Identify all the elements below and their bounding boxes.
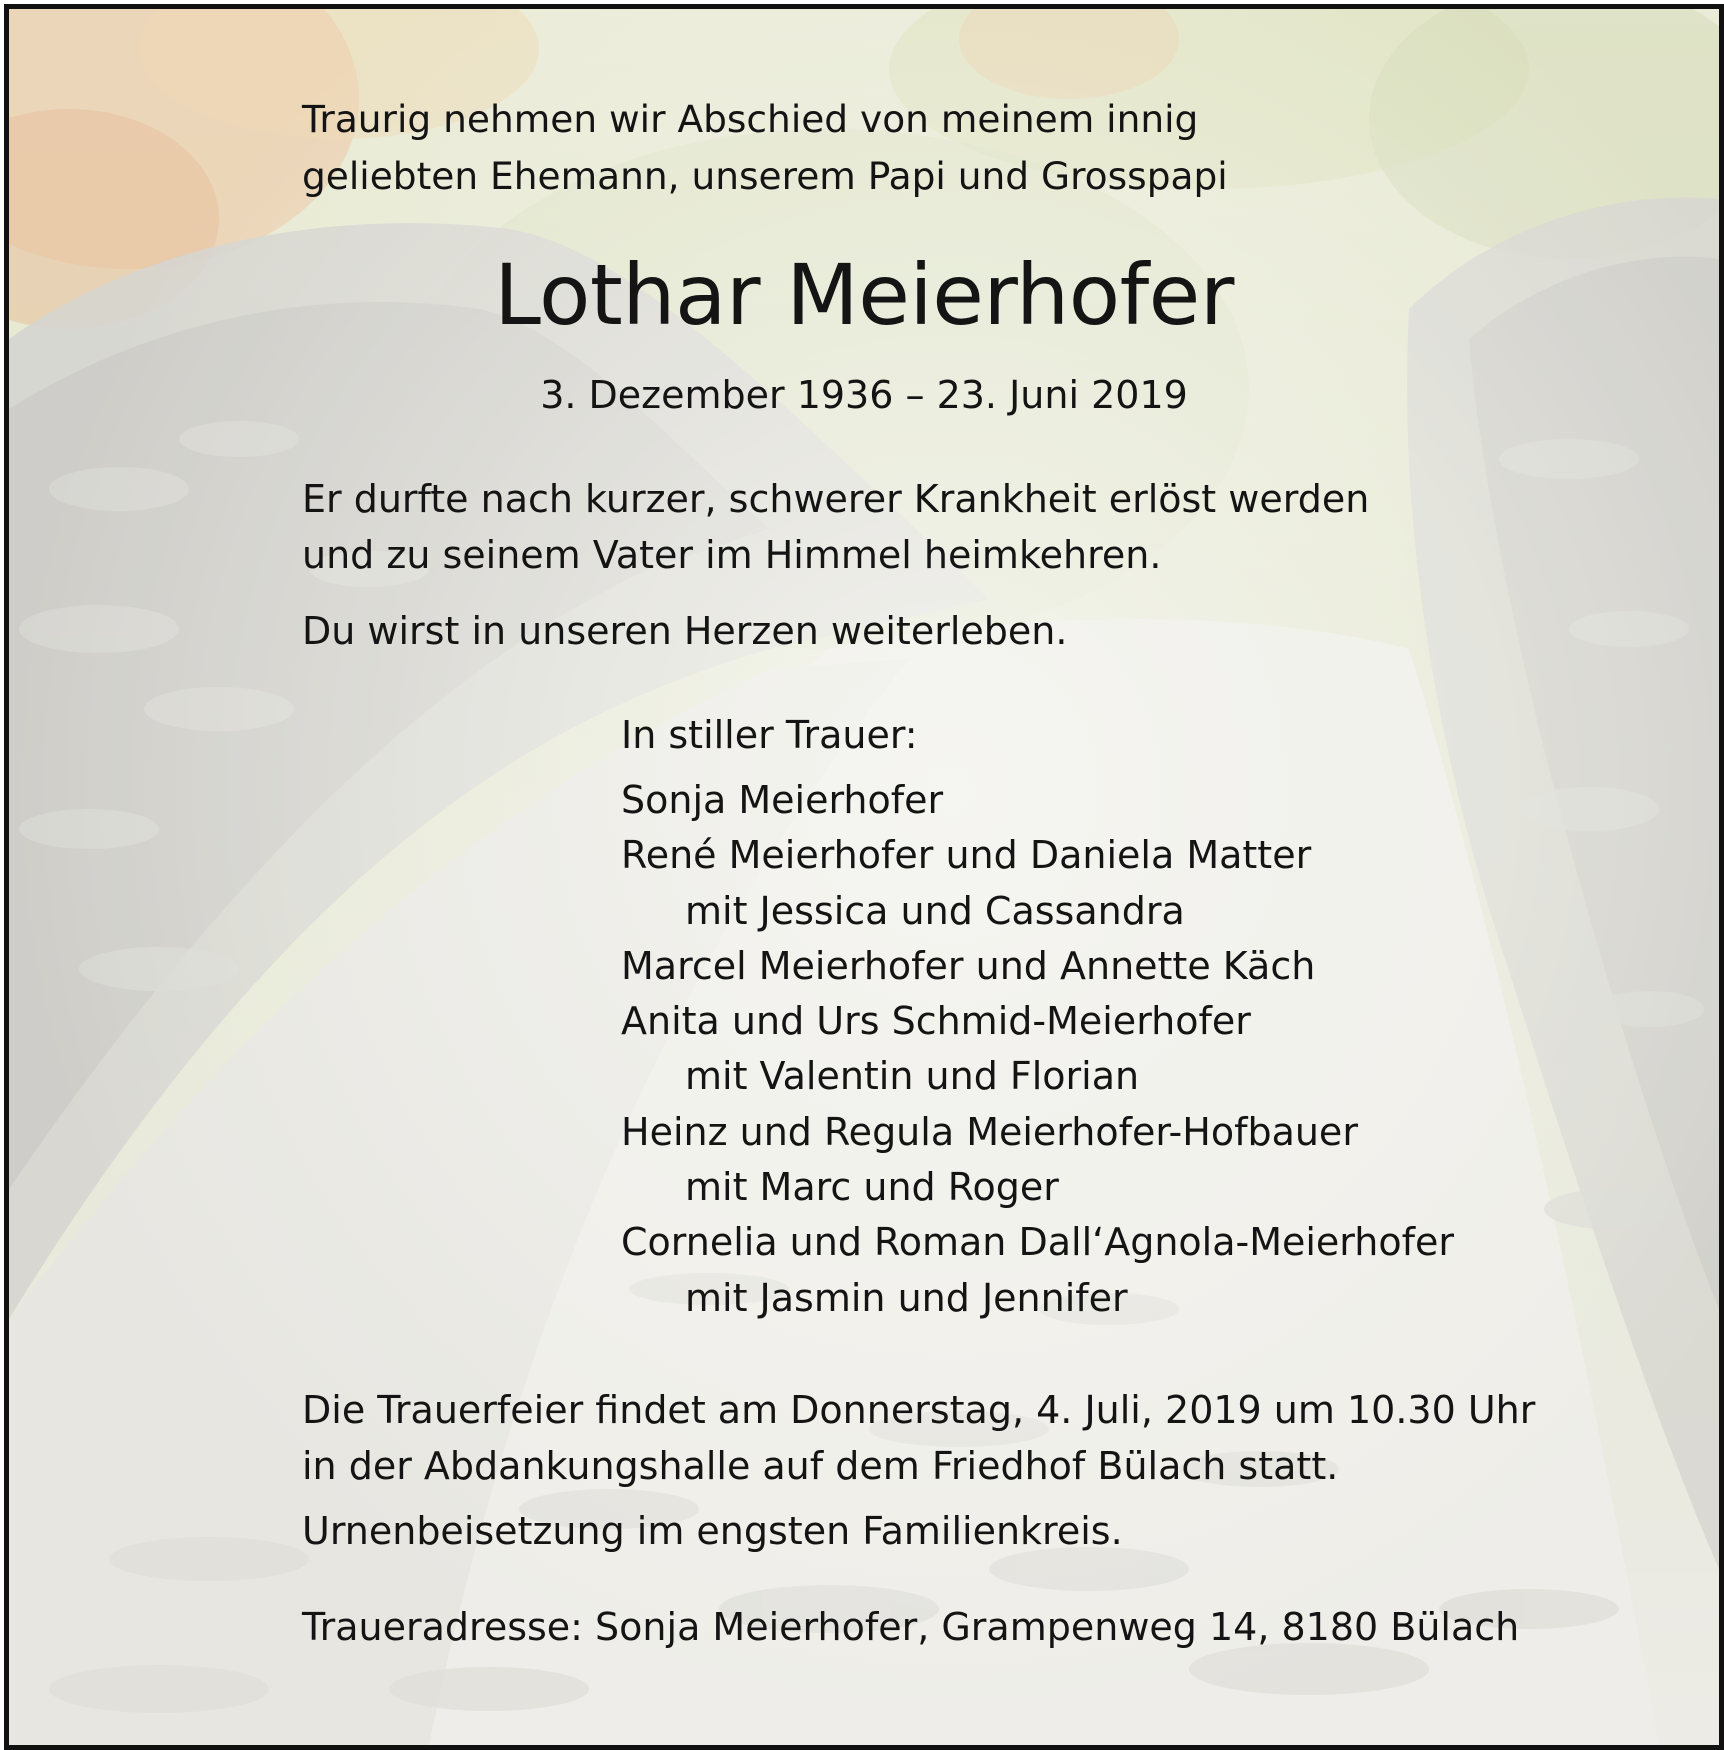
mourner-entry: Anita und Urs Schmid-Meierhofer — [621, 999, 1251, 1044]
deceased-name: Lothar Meierhofer — [494, 246, 1234, 344]
remembrance-line: Du wirst in unseren Herzen weiterleben. — [302, 609, 1068, 653]
mourner-entry: Heinz und Regula Meierhofer-Hofbauer — [621, 1109, 1358, 1154]
farewell-paragraph — [302, 471, 1369, 583]
mourner-children: mit Jasmin und Jennifer — [685, 1275, 1128, 1320]
intro-line: geliebten Ehemann, unserem Papi und Grosspapi — [302, 154, 1228, 198]
mourners-heading: In stiller Trauer: — [621, 713, 918, 757]
funeral-notice — [302, 1382, 1535, 1494]
mourner-entry: Cornelia und Roman Dall‘Agnola-Meierhofer — [621, 1220, 1454, 1265]
funeral-line: in der Abdankungshalle auf dem Friedhof Bülach statt. — [302, 1444, 1339, 1488]
mourner-entry: René Meierhofer und Daniela Matter — [621, 833, 1312, 878]
farewell-line: Er durfte nach kurzer, schwerer Krankheit erlöst werden — [302, 477, 1370, 521]
mourner-entry: Sonja Meierhofer — [621, 778, 944, 822]
mourning-address: Traueradresse: Sonja Meierhofer, Grampenweg 14, 8180 Bülach — [302, 1605, 1520, 1649]
mourner-children: mit Valentin und Florian — [685, 1054, 1140, 1099]
intro-line: Traurig nehmen wir Abschied von meinem innig — [302, 97, 1199, 141]
intro-text — [302, 91, 1228, 205]
life-dates: 3. Dezember 1936 – 23. Juni 2019 — [540, 373, 1188, 417]
farewell-line: und zu seinem Vater im Himmel heimkehren. — [302, 533, 1162, 577]
mourner-entry: Marcel Meierhofer und Annette Käch — [621, 943, 1316, 988]
funeral-line: Die Trauerfeier findet am Donnerstag, 4. Juli, 2019 um 10.30 Uhr — [302, 1388, 1536, 1432]
mourner-children: mit Marc und Roger — [685, 1165, 1059, 1210]
urn-notice: Urnenbeisetzung im engsten Familienkreis. — [302, 1509, 1123, 1553]
mourner-children: mit Jessica und Cassandra — [685, 888, 1185, 933]
obituary-card — [4, 4, 1724, 1750]
mourners-list — [621, 773, 1454, 1326]
